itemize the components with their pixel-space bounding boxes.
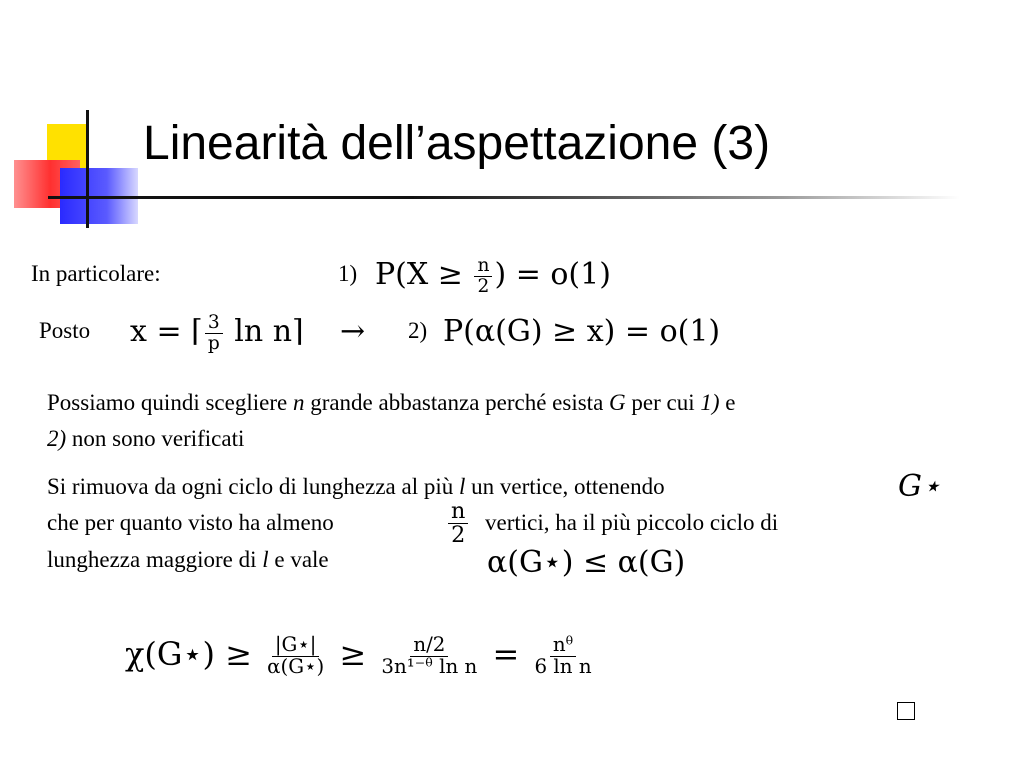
alpha-inequality: α(G⋆) ≤ α(G) bbox=[487, 545, 686, 580]
paragraph-1: Possiamo quindi scegliere n grande abbastanza perché esista G per cui 1) e 2) non sono verificati bbox=[47, 390, 736, 451]
paragraph-2-line-2b: vertici, ha il più piccolo ciclo di bbox=[485, 510, 779, 535]
arrow-symbol: → bbox=[340, 314, 366, 349]
paragraph-2-line-2a: che per quanto visto ha almeno bbox=[47, 510, 334, 535]
title-underline bbox=[48, 196, 960, 199]
item-1-number: 1) bbox=[338, 261, 358, 286]
logo-vertical-line bbox=[86, 110, 89, 228]
paragraph-2-line-3: lunghezza maggiore di l e vale bbox=[47, 547, 329, 572]
formula-1: P(X ≥ $\frac{n}{2}$ ) = o(1) bbox=[375, 254, 611, 297]
posto-label: Posto bbox=[39, 318, 91, 343]
item-2-number: 2) bbox=[408, 318, 428, 343]
paragraph-2-line-1: Si rimuova da ogni ciclo di lunghezza al più l un vertice, ottenendo bbox=[47, 474, 665, 499]
gstar-symbol: G⋆ bbox=[898, 469, 941, 504]
formula-x-def: x = ⌈ $\frac{3}{p}$ ln n⌉ bbox=[130, 311, 304, 354]
n-over-2-fraction: $\frac{n}{2}$ bbox=[446, 500, 470, 548]
in-particolare-label: In particolare: bbox=[31, 261, 161, 286]
qed-square-icon bbox=[897, 702, 915, 720]
formula-2: P(α(G) ≥ x) = o(1) bbox=[443, 314, 721, 349]
slide-title: Linearità dell’aspettazione (3) bbox=[143, 117, 771, 170]
chromatic-number-formula: χ(G⋆) ≥ $\frac{|G⋆|}{\alpha(G⋆)}$ ≥ $\frac{n/2}{\text{3n¹⁻ᶿ ln n}}$ = $\frac{\text{nᶿ}}{\text{6 ln n}}$ bbox=[125, 633, 592, 678]
